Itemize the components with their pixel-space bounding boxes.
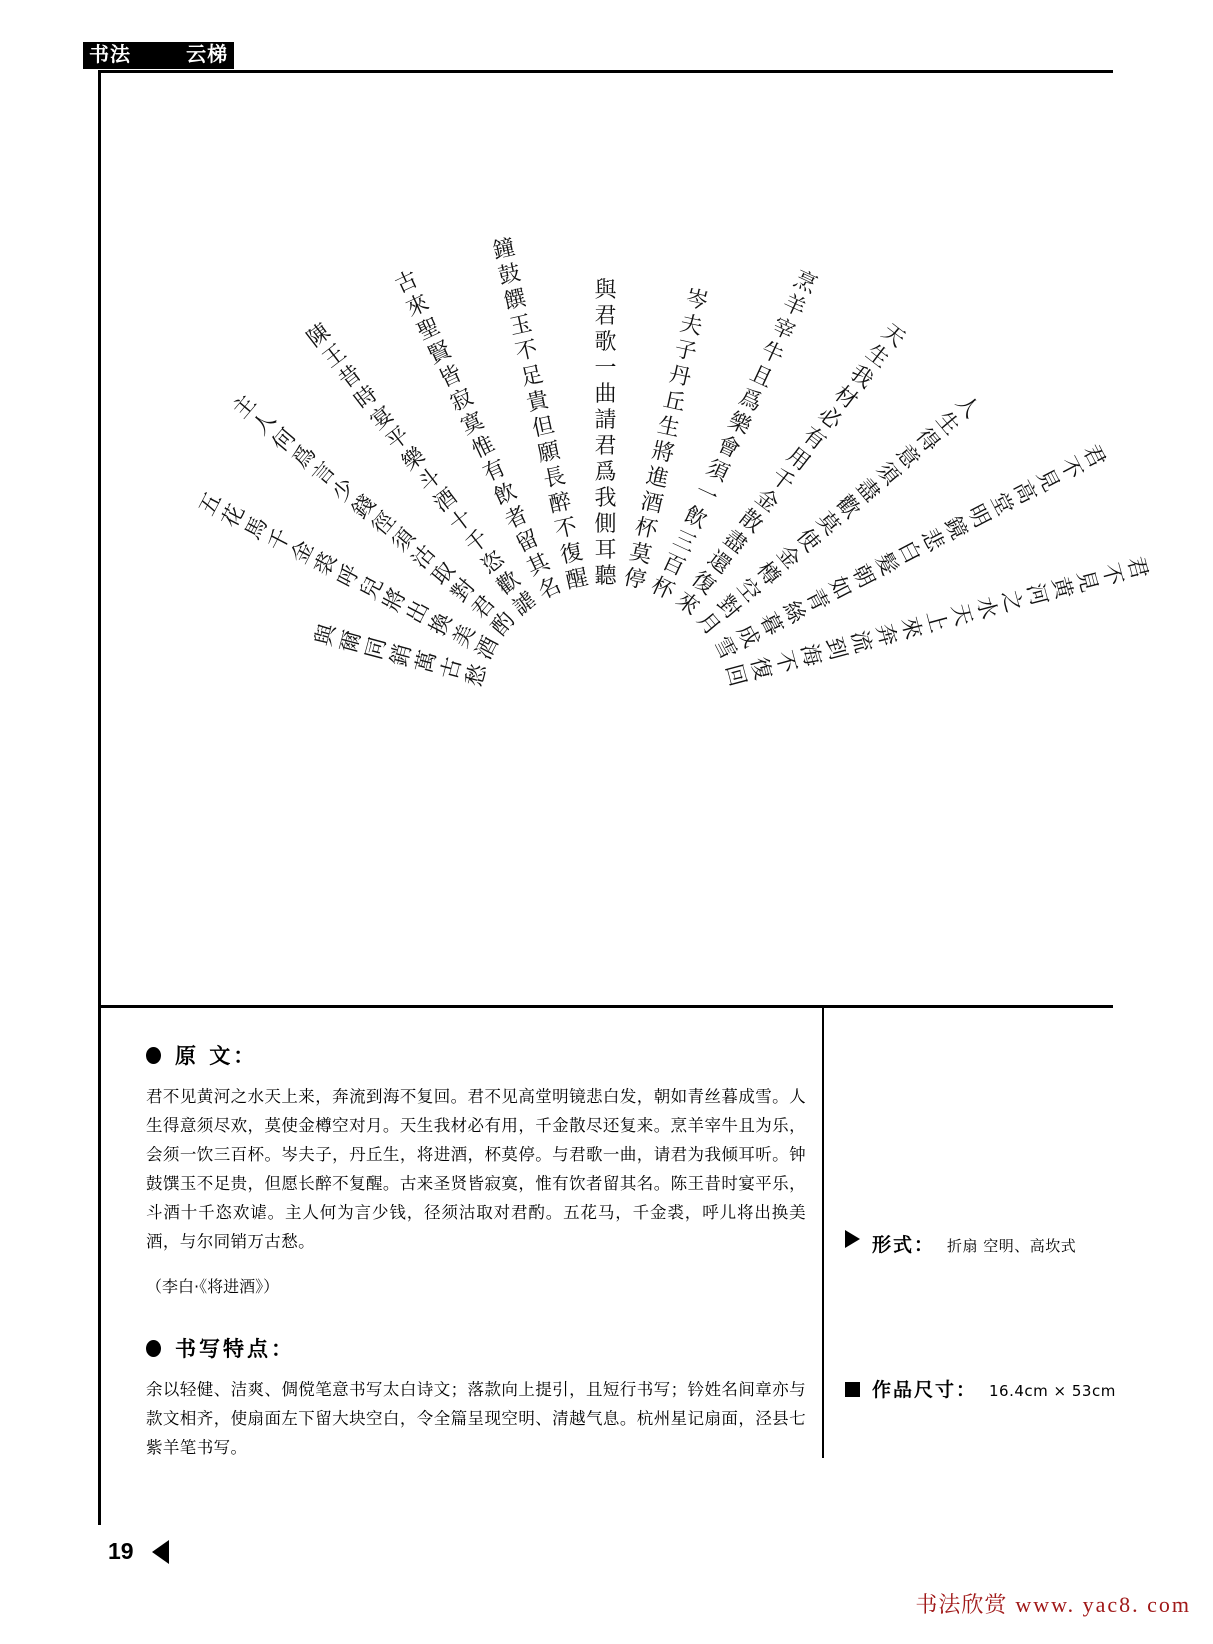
fan-character: 出 (401, 596, 435, 628)
page-header (0, 0, 1213, 78)
fan-character: 醉 (546, 488, 574, 519)
fan-character: 足 (518, 362, 546, 392)
fan-character: 與 (310, 621, 341, 649)
fan-character: 百 (657, 549, 689, 582)
fan-character: 岑 (682, 285, 710, 316)
fan-character: 酒 (470, 632, 504, 664)
fan-character: 樽 (750, 557, 785, 591)
fan-character: 盡 (717, 525, 751, 559)
fan-character: 長 (540, 463, 568, 493)
form-spec-value: 折扇 空明、高坎式 (947, 1237, 1077, 1255)
fan-character: 裘 (309, 548, 342, 580)
fan-text-column (594, 278, 628, 590)
fan-character: 鼓 (495, 260, 523, 290)
fan-character: 使 (790, 524, 825, 558)
fan-character: 生 (930, 407, 964, 441)
fan-character: 有 (478, 455, 510, 488)
writing-features-title: 书写特点： (175, 1337, 295, 1361)
fan-character: 白 (892, 536, 925, 568)
fan-character: 來 (895, 614, 926, 643)
form-spec-label: 形式： (872, 1234, 936, 1256)
fan-character: 歡 (830, 490, 864, 524)
fan-character: 不 (551, 514, 579, 544)
fan-character: 髮 (869, 548, 902, 580)
fan-character: 皆 (434, 360, 466, 393)
fan-character: 愁 (461, 661, 492, 690)
fan-character: 之 (995, 587, 1026, 616)
fan-character: 且 (745, 360, 777, 393)
fan-character: 進 (643, 463, 671, 493)
fan-character: 三 (668, 525, 700, 558)
fan-character: 沽 (406, 540, 441, 574)
fan-character: 材 (828, 381, 862, 415)
fan-character: 對 (446, 574, 481, 608)
fan-character: 酒 (637, 488, 665, 519)
fan-character: 復 (557, 539, 585, 569)
fan-character: 鏡 (938, 512, 971, 544)
fan-character: 會 (712, 431, 744, 464)
fan-character: 將 (649, 438, 676, 468)
triangle-right-icon (845, 1230, 860, 1248)
fan-character: 寂 (445, 384, 477, 417)
site-watermark (915, 1588, 1191, 1619)
fan-character: 君 (466, 591, 500, 624)
fan-character: 君 (1076, 440, 1110, 472)
fan-character: 停 (620, 565, 648, 595)
fan-character: 同 (361, 634, 392, 663)
fan-character: 樂 (397, 443, 430, 477)
fan-character: 聖 (412, 313, 444, 346)
fan-character: 名 (533, 573, 565, 605)
original-text-heading (146, 1040, 806, 1070)
fan-character: 呼 (332, 560, 365, 592)
fan-character: 須 (386, 524, 421, 558)
fan-character: 對 (711, 591, 745, 624)
fan-character: 五 (194, 488, 227, 520)
fan-character: 來 (670, 587, 704, 621)
fan-character: 莫 (810, 507, 844, 541)
fan-character: 十 (444, 504, 478, 539)
fan-character: 美 (447, 620, 481, 652)
fan-character: 側 (594, 512, 617, 537)
writing-features-paragraph: 余以轻健、洁爽、倜傥笔意书写太白诗文；落款向上提引，且短行书写；钤姓名间章亦与款文相齐，使扇面左下留大块空白，令全篇呈现空明、清越气息。杭州星记扇面，泾县七紫羊笔书写。 (146, 1380, 806, 1457)
page-folio (108, 1538, 169, 1565)
triangle-left-icon (152, 1540, 169, 1564)
fan-character: 散 (733, 504, 767, 539)
fan-character: 惟 (467, 431, 499, 464)
fan-character: 須 (701, 455, 733, 488)
fan-character: 盡 (850, 474, 884, 507)
fan-character: 少 (327, 474, 361, 507)
notes-right-column (845, 1040, 1175, 1402)
fan-character: 生 (654, 412, 682, 442)
fan-column-inner (594, 278, 616, 590)
fan-character: 須 (870, 457, 904, 491)
fan-character: 千 (765, 463, 799, 497)
fan-character: 歡 (492, 566, 525, 601)
fan-character: 曲 (594, 382, 617, 407)
fan-character: 奔 (870, 621, 901, 649)
fan-character: 銷 (386, 641, 417, 670)
fan-character: 天 (945, 601, 976, 629)
fan-character: 莫 (626, 539, 654, 569)
fan-character: 不 (512, 336, 540, 366)
fan-character: 意 (890, 440, 924, 474)
filled-circle-bullet-icon (146, 1340, 161, 1357)
fan-character: 一 (690, 478, 722, 511)
fan-character: 用 (781, 443, 814, 477)
fan-character: 子 (671, 336, 699, 366)
writing-features-block (146, 1333, 806, 1462)
fan-character: 有 (797, 422, 830, 456)
fan-character: 其 (522, 549, 554, 582)
fan-character: 夫 (677, 311, 705, 341)
fan-character: 君 (1121, 553, 1152, 582)
fan-character: 酒 (428, 484, 462, 518)
fan-character: 我 (844, 360, 878, 394)
fan-character: 但 (529, 412, 557, 442)
fan-character: 王 (317, 339, 351, 374)
fan-character: 月 (691, 607, 725, 641)
fan-character: 青 (799, 584, 833, 616)
fan-character: 還 (702, 546, 735, 580)
fan-character: 錢 (347, 490, 381, 524)
fan-character: 君 (594, 304, 617, 329)
form-spec-row (845, 1230, 1175, 1257)
fan-character: 明 (961, 500, 994, 532)
fan-character: 得 (910, 423, 944, 457)
fan-character: 丹 (665, 362, 693, 392)
fan-character: 爲 (734, 384, 766, 417)
fan-character: 河 (1020, 580, 1051, 609)
fan-character: 流 (845, 627, 875, 656)
fan-character: 聽 (594, 564, 617, 589)
writing-features-heading (146, 1333, 806, 1363)
header-divider-rule (98, 70, 1113, 73)
fan-character: 謔 (507, 587, 541, 621)
fan-character: 不 (769, 648, 800, 676)
fan-character: 取 (426, 557, 461, 591)
fan-character: 宰 (767, 313, 799, 346)
fan-character: 萬 (411, 648, 442, 676)
fan-character: 千 (263, 524, 296, 556)
watermark-site-name: 书法欣赏 (915, 1593, 1008, 1618)
fan-character: 朝 (846, 560, 879, 592)
notes-spacer (146, 1307, 806, 1333)
notes-column-separator (822, 1008, 824, 1458)
fan-character: 人 (247, 407, 281, 441)
fan-character: 烹 (789, 266, 821, 299)
fan-character: 與 (594, 278, 617, 303)
fan-character: 必 (812, 401, 846, 436)
fan-character: 古 (436, 654, 467, 683)
fan-character: 到 (819, 634, 850, 663)
fan-character: 不 (1096, 560, 1127, 589)
fan-character: 羊 (778, 290, 810, 323)
size-spec-row (845, 1375, 1175, 1402)
fan-character: 爲 (287, 440, 321, 474)
fan-character: 請 (594, 408, 617, 433)
fan-character: 飲 (489, 478, 521, 511)
fan-character: 牛 (756, 337, 788, 370)
fan-character: 我 (594, 486, 617, 511)
fan-character: 爾 (336, 627, 366, 656)
fan-character: 留 (511, 525, 543, 558)
original-text-title: 原 文： (175, 1044, 258, 1068)
fan-character: 復 (744, 654, 775, 683)
running-head-visible-end: 云梯 (186, 44, 229, 66)
fan-character: 時 (349, 381, 383, 415)
fan-stage (98, 80, 1152, 1000)
fan-character: 金 (286, 536, 319, 568)
fan-character: 何 (267, 423, 301, 457)
size-spec-label: 作品尺寸： (872, 1379, 978, 1401)
fan-character: 堂 (984, 488, 1017, 520)
filled-circle-bullet-icon (146, 1047, 161, 1064)
fan-character: 言 (307, 457, 341, 491)
fan-character: 如 (823, 572, 856, 604)
fan-character: 絲 (776, 596, 810, 628)
fan-character: 上 (920, 607, 951, 636)
original-text-body (146, 1082, 806, 1256)
fan-character: 鐘 (489, 235, 517, 265)
fan-character: 將 (378, 584, 412, 616)
fan-character: 恣 (476, 546, 509, 580)
fan-character: 換 (424, 608, 458, 640)
fan-character: 玉 (506, 311, 534, 341)
fan-character: 平 (381, 422, 414, 456)
fan-character: 不 (1053, 452, 1087, 484)
fan-character: 水 (970, 594, 1001, 623)
original-text-block (146, 1040, 806, 1297)
fan-character: 主 (227, 390, 261, 424)
watermark-site-url: www. yac8. com (1015, 1592, 1191, 1617)
fan-character: 樂 (723, 408, 755, 441)
fan-character: 陳 (302, 319, 335, 353)
running-head-visible-start: 书法 (89, 44, 131, 66)
fan-character: 斗 (412, 463, 446, 497)
fan-character: 海 (794, 641, 825, 670)
fan-character: 徑 (367, 507, 401, 541)
fan-character: 歌 (594, 330, 617, 355)
fan-character: 杯 (646, 573, 678, 605)
fan-character: 回 (719, 661, 750, 690)
fan-character: 金 (749, 484, 783, 518)
fan-calligraphy-artwork (98, 80, 1152, 1000)
fan-character: 人 (950, 390, 984, 424)
fan-character: 千 (460, 525, 494, 559)
fan-character: 生 (860, 339, 894, 374)
fan-character: 悲 (915, 524, 948, 556)
notes-left-column (146, 1040, 806, 1472)
fan-character: 賢 (423, 337, 455, 370)
notes-divider-rule (98, 1005, 1113, 1008)
fan-character: 花 (217, 500, 250, 532)
fan-character: 兒 (355, 572, 388, 604)
fan-character: 見 (1071, 567, 1101, 596)
fan-character: 雪 (707, 632, 741, 664)
fan-character: 耳 (594, 538, 617, 563)
page-number: 19 (108, 1538, 134, 1564)
fan-character: 復 (686, 566, 719, 601)
fan-character: 見 (1030, 464, 1063, 496)
fan-character: 饌 (501, 285, 529, 316)
size-spec-value: 16.4cm × 53cm (989, 1382, 1116, 1400)
running-head-obscured: 创作 (131, 44, 173, 66)
original-text-paragraph: 君不见黄河之水天上来，奔流到海不复回。君不见高堂明镜悲白发，朝如青丝暮成雪。人生得意须尽欢，莫使金樽空对月。天生我材必有用，千金散尽还复来。烹羊宰牛且为乐，会须一饮三百杯。岑夫子，丹丘生，将进酒，杯莫停。与君歌一曲，请君为我倾耳听。钟鼓馔玉不足贵，但愿长醉不复醒。古来圣贤皆寂寞，惟有饮者留其名。陈王昔时宴平乐，斗酒十千恣欢谑。主人何为言少钱，径须沽取对君酌。五花马，千金裘，呼儿将出换美酒，与尔同销万古愁。 (146, 1087, 806, 1251)
fan-character: 丘 (660, 387, 688, 417)
fan-character: 昔 (333, 360, 367, 394)
fan-character: 天 (876, 319, 909, 353)
fan-character: 一 (594, 356, 617, 381)
fan-character: 黄 (1046, 574, 1076, 602)
fan-character: 暮 (753, 608, 787, 640)
fan-character: 君 (594, 434, 617, 459)
fan-character: 飲 (679, 502, 711, 535)
original-text-source: （李白·《将进酒》） (146, 1277, 280, 1296)
filled-square-icon (845, 1382, 860, 1397)
fan-character: 高 (1007, 476, 1040, 508)
fan-character: 願 (535, 438, 562, 468)
writing-features-body (146, 1375, 806, 1462)
fan-character: 爲 (594, 460, 617, 485)
fan-character: 成 (730, 620, 764, 652)
fan-character: 古 (390, 266, 422, 299)
fan-character: 貴 (523, 387, 551, 417)
fan-character: 空 (730, 574, 765, 608)
fan-character: 金 (770, 540, 805, 574)
fan-character: 杯 (632, 514, 660, 544)
fan-character: 醒 (563, 565, 591, 595)
fan-character: 宴 (365, 401, 399, 436)
fan-character: 酌 (486, 607, 520, 641)
fan-character: 者 (500, 502, 532, 535)
fan-character: 馬 (240, 512, 273, 544)
fan-character: 來 (401, 290, 433, 323)
fan-character: 寞 (456, 408, 488, 441)
running-head-title (83, 42, 234, 69)
